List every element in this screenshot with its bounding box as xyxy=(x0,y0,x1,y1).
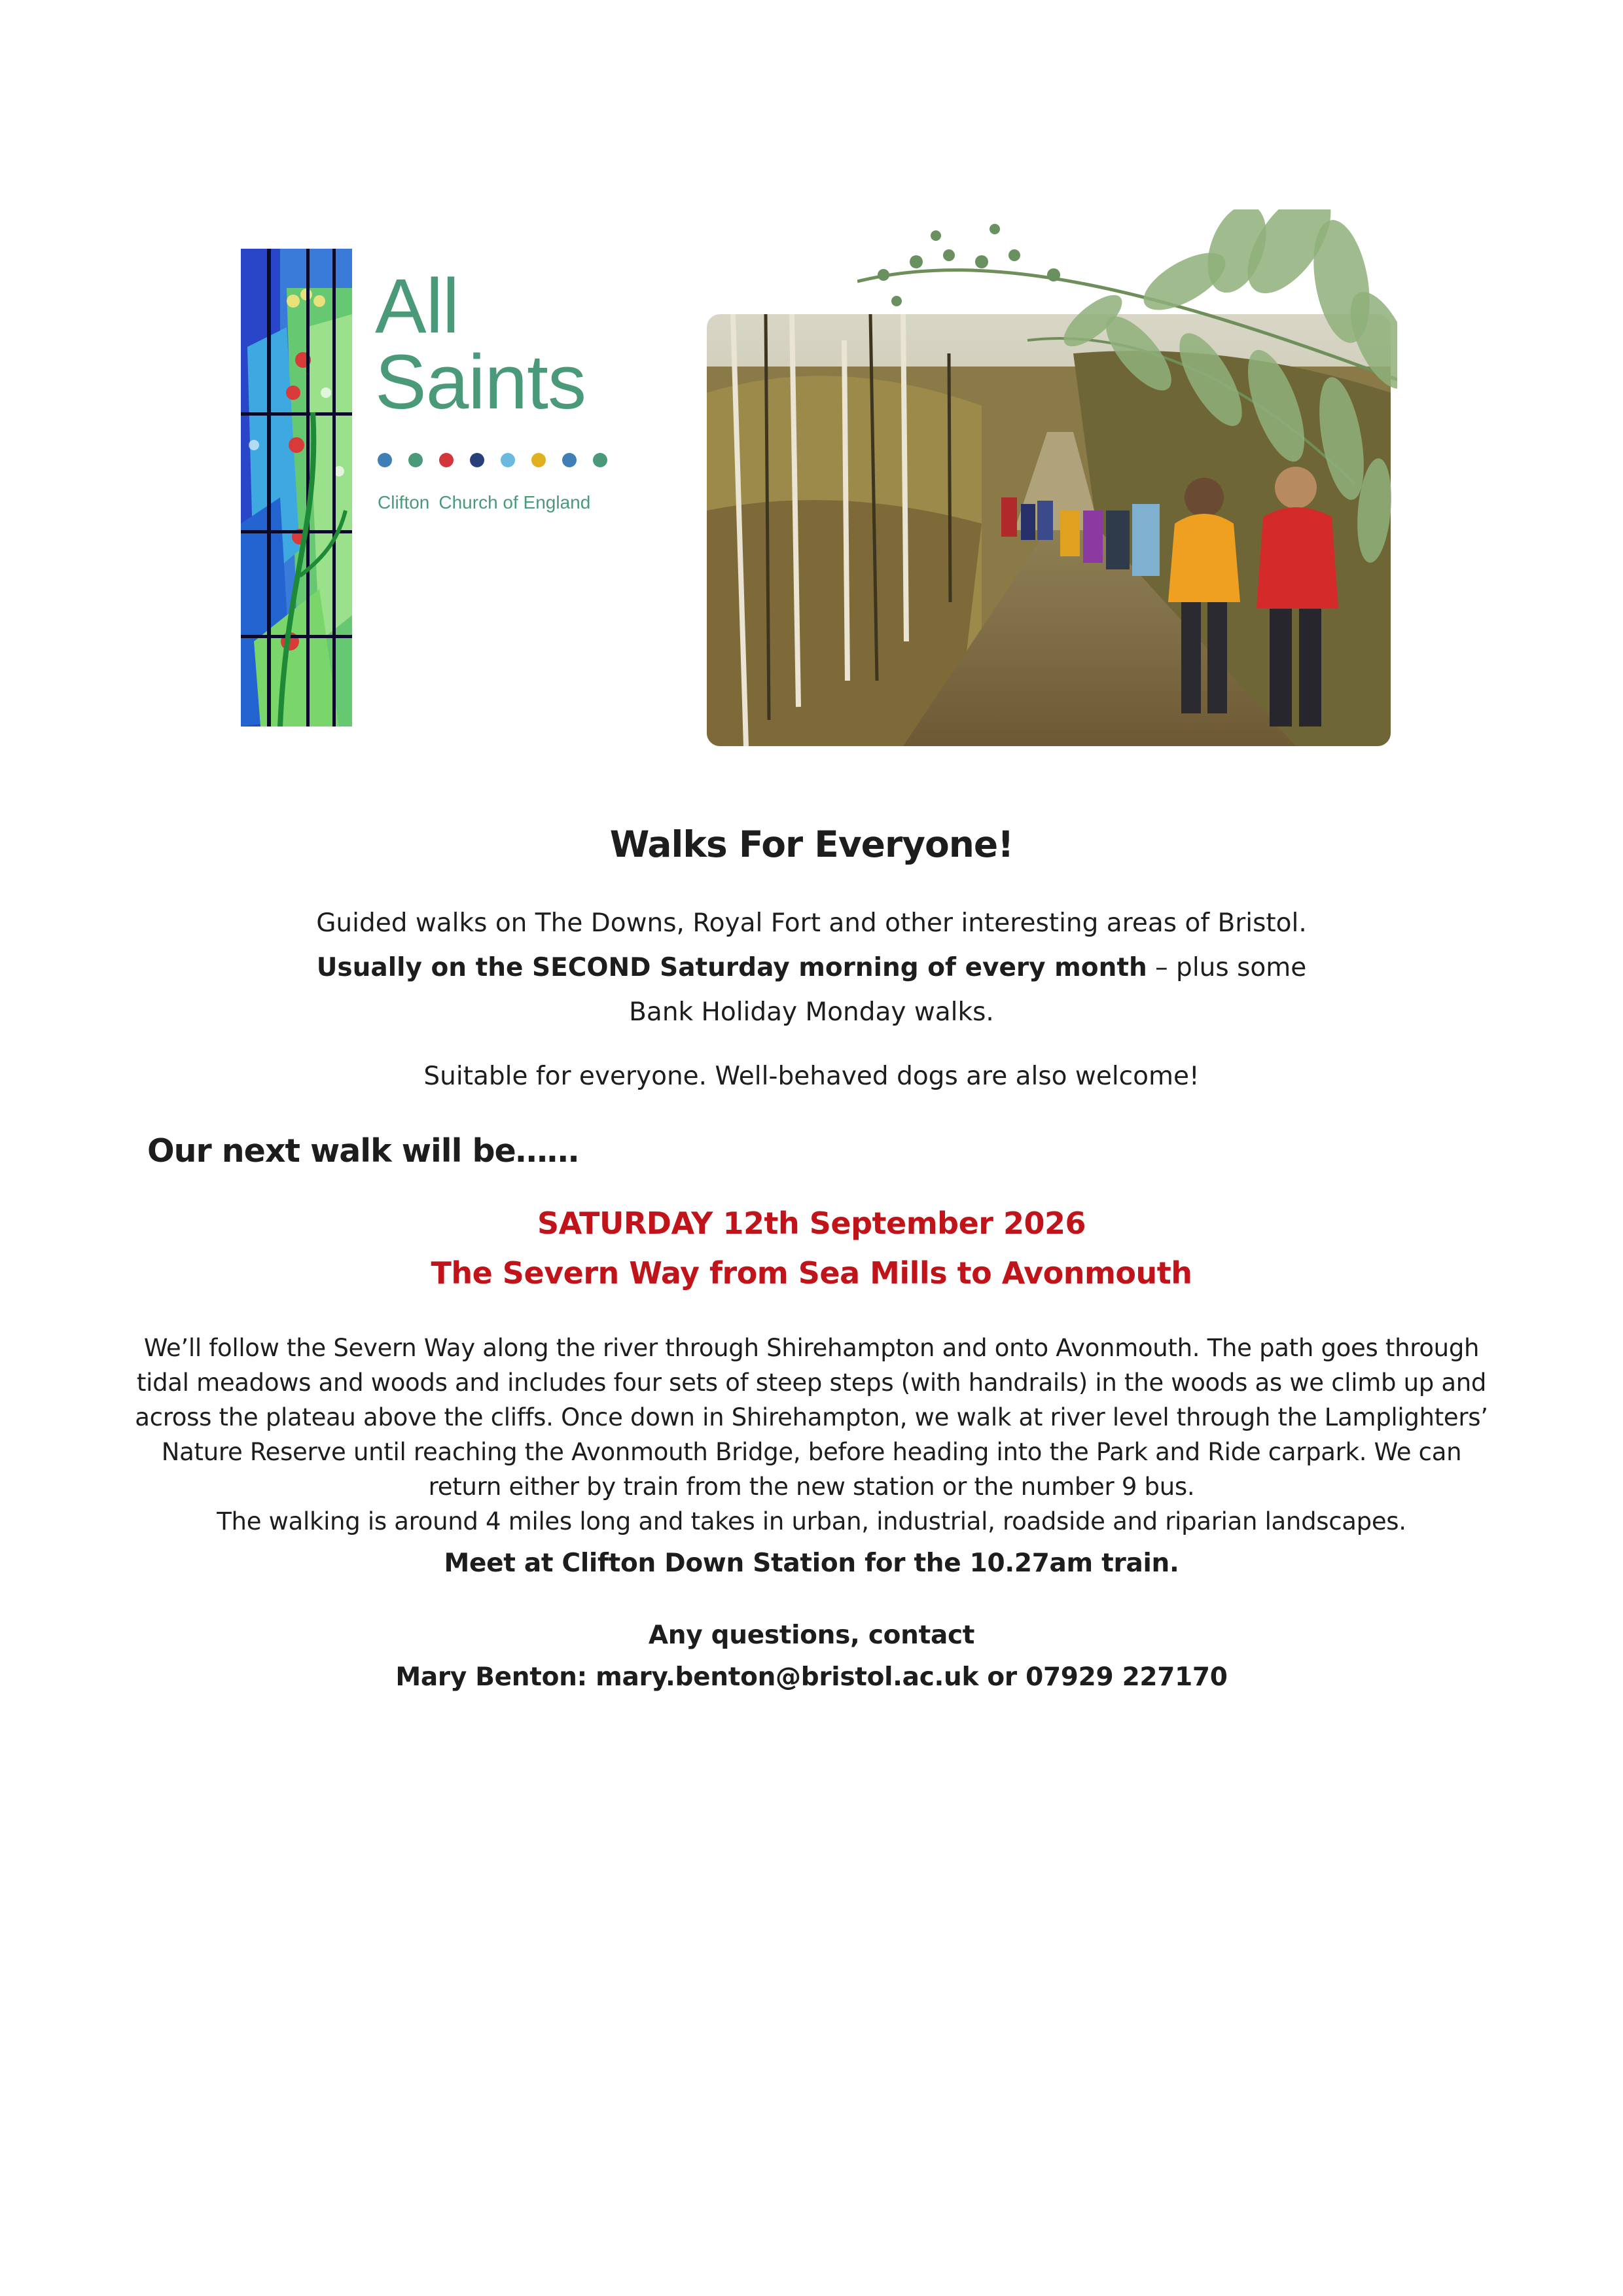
logo-dot xyxy=(531,453,546,467)
logo-dot xyxy=(439,453,454,467)
eucalyptus-leaves-decoration xyxy=(857,209,1397,576)
church-logo xyxy=(187,249,618,733)
event-route: The Severn Way from Sea Mills to Avonmouth xyxy=(431,1255,1192,1291)
description-line-1: We’ll follow the Severn Way along the river through Shirehampton and onto Avonmouth. The path goes through xyxy=(143,1334,1480,1362)
event-date: SATURDAY 12th September 2026 xyxy=(537,1206,1086,1241)
intro-line-3: Bank Holiday Monday walks. xyxy=(629,997,994,1027)
logo-subtitle xyxy=(378,492,590,513)
logo-sub-place: Clifton xyxy=(378,492,430,512)
logo-sub-church: Church of England xyxy=(438,492,591,512)
intro-line-1: Guided walks on The Downs, Royal Fort and other interesting areas of Bristol. xyxy=(316,908,1307,938)
intro-line-2-bold: Usually on the SECOND Saturday morning of every month xyxy=(316,953,1147,982)
contact-intro: Any questions, contact xyxy=(648,1621,975,1650)
stained-glass-window-image xyxy=(241,249,352,726)
meeting-point: Meet at Clifton Down Station for the 10.27am train. xyxy=(444,1549,1179,1578)
contact-details: Mary Benton: mary.benton@bristol.ac.uk or 07929 227170 xyxy=(395,1662,1228,1692)
intro-line-2 xyxy=(0,953,1623,982)
intro-line-4: Suitable for everyone. Well-behaved dogs are also welcome! xyxy=(423,1062,1200,1091)
description-line-4: Nature Reserve until reaching the Avonmouth Bridge, before heading into the Park and Ride carpark. We can xyxy=(161,1438,1462,1466)
logo-dot xyxy=(593,453,607,467)
walkers-photo-group xyxy=(700,209,1397,753)
logo-dot xyxy=(378,453,392,467)
logo-dot xyxy=(408,453,423,467)
logo-line-saints: Saints xyxy=(375,339,586,425)
logo-wordmark xyxy=(375,263,586,425)
logo-dots xyxy=(378,453,607,467)
description-line-3: across the plateau above the cliffs. Once down in Shirehampton, we walk at river level through the Lamplighters’ xyxy=(135,1403,1488,1431)
logo-dot xyxy=(470,453,484,467)
next-walk-heading: Our next walk will be…… xyxy=(147,1132,579,1170)
description-line-2: tidal meadows and woods and includes four sets of steep steps (with handrails) in the woods as we climb up and xyxy=(136,1369,1487,1397)
page-headline: Walks For Everyone! xyxy=(609,823,1014,865)
intro-line-2-rest: – plus some xyxy=(1147,953,1307,982)
logo-dot xyxy=(501,453,515,467)
logo-line-all: All xyxy=(375,263,459,350)
logo-dot xyxy=(562,453,577,467)
description-line-6: The walking is around 4 miles long and takes in urban, industrial, roadside and riparian landscapes. xyxy=(217,1507,1406,1535)
description-line-5: return either by train from the new station or the number 9 bus. xyxy=(428,1473,1195,1501)
